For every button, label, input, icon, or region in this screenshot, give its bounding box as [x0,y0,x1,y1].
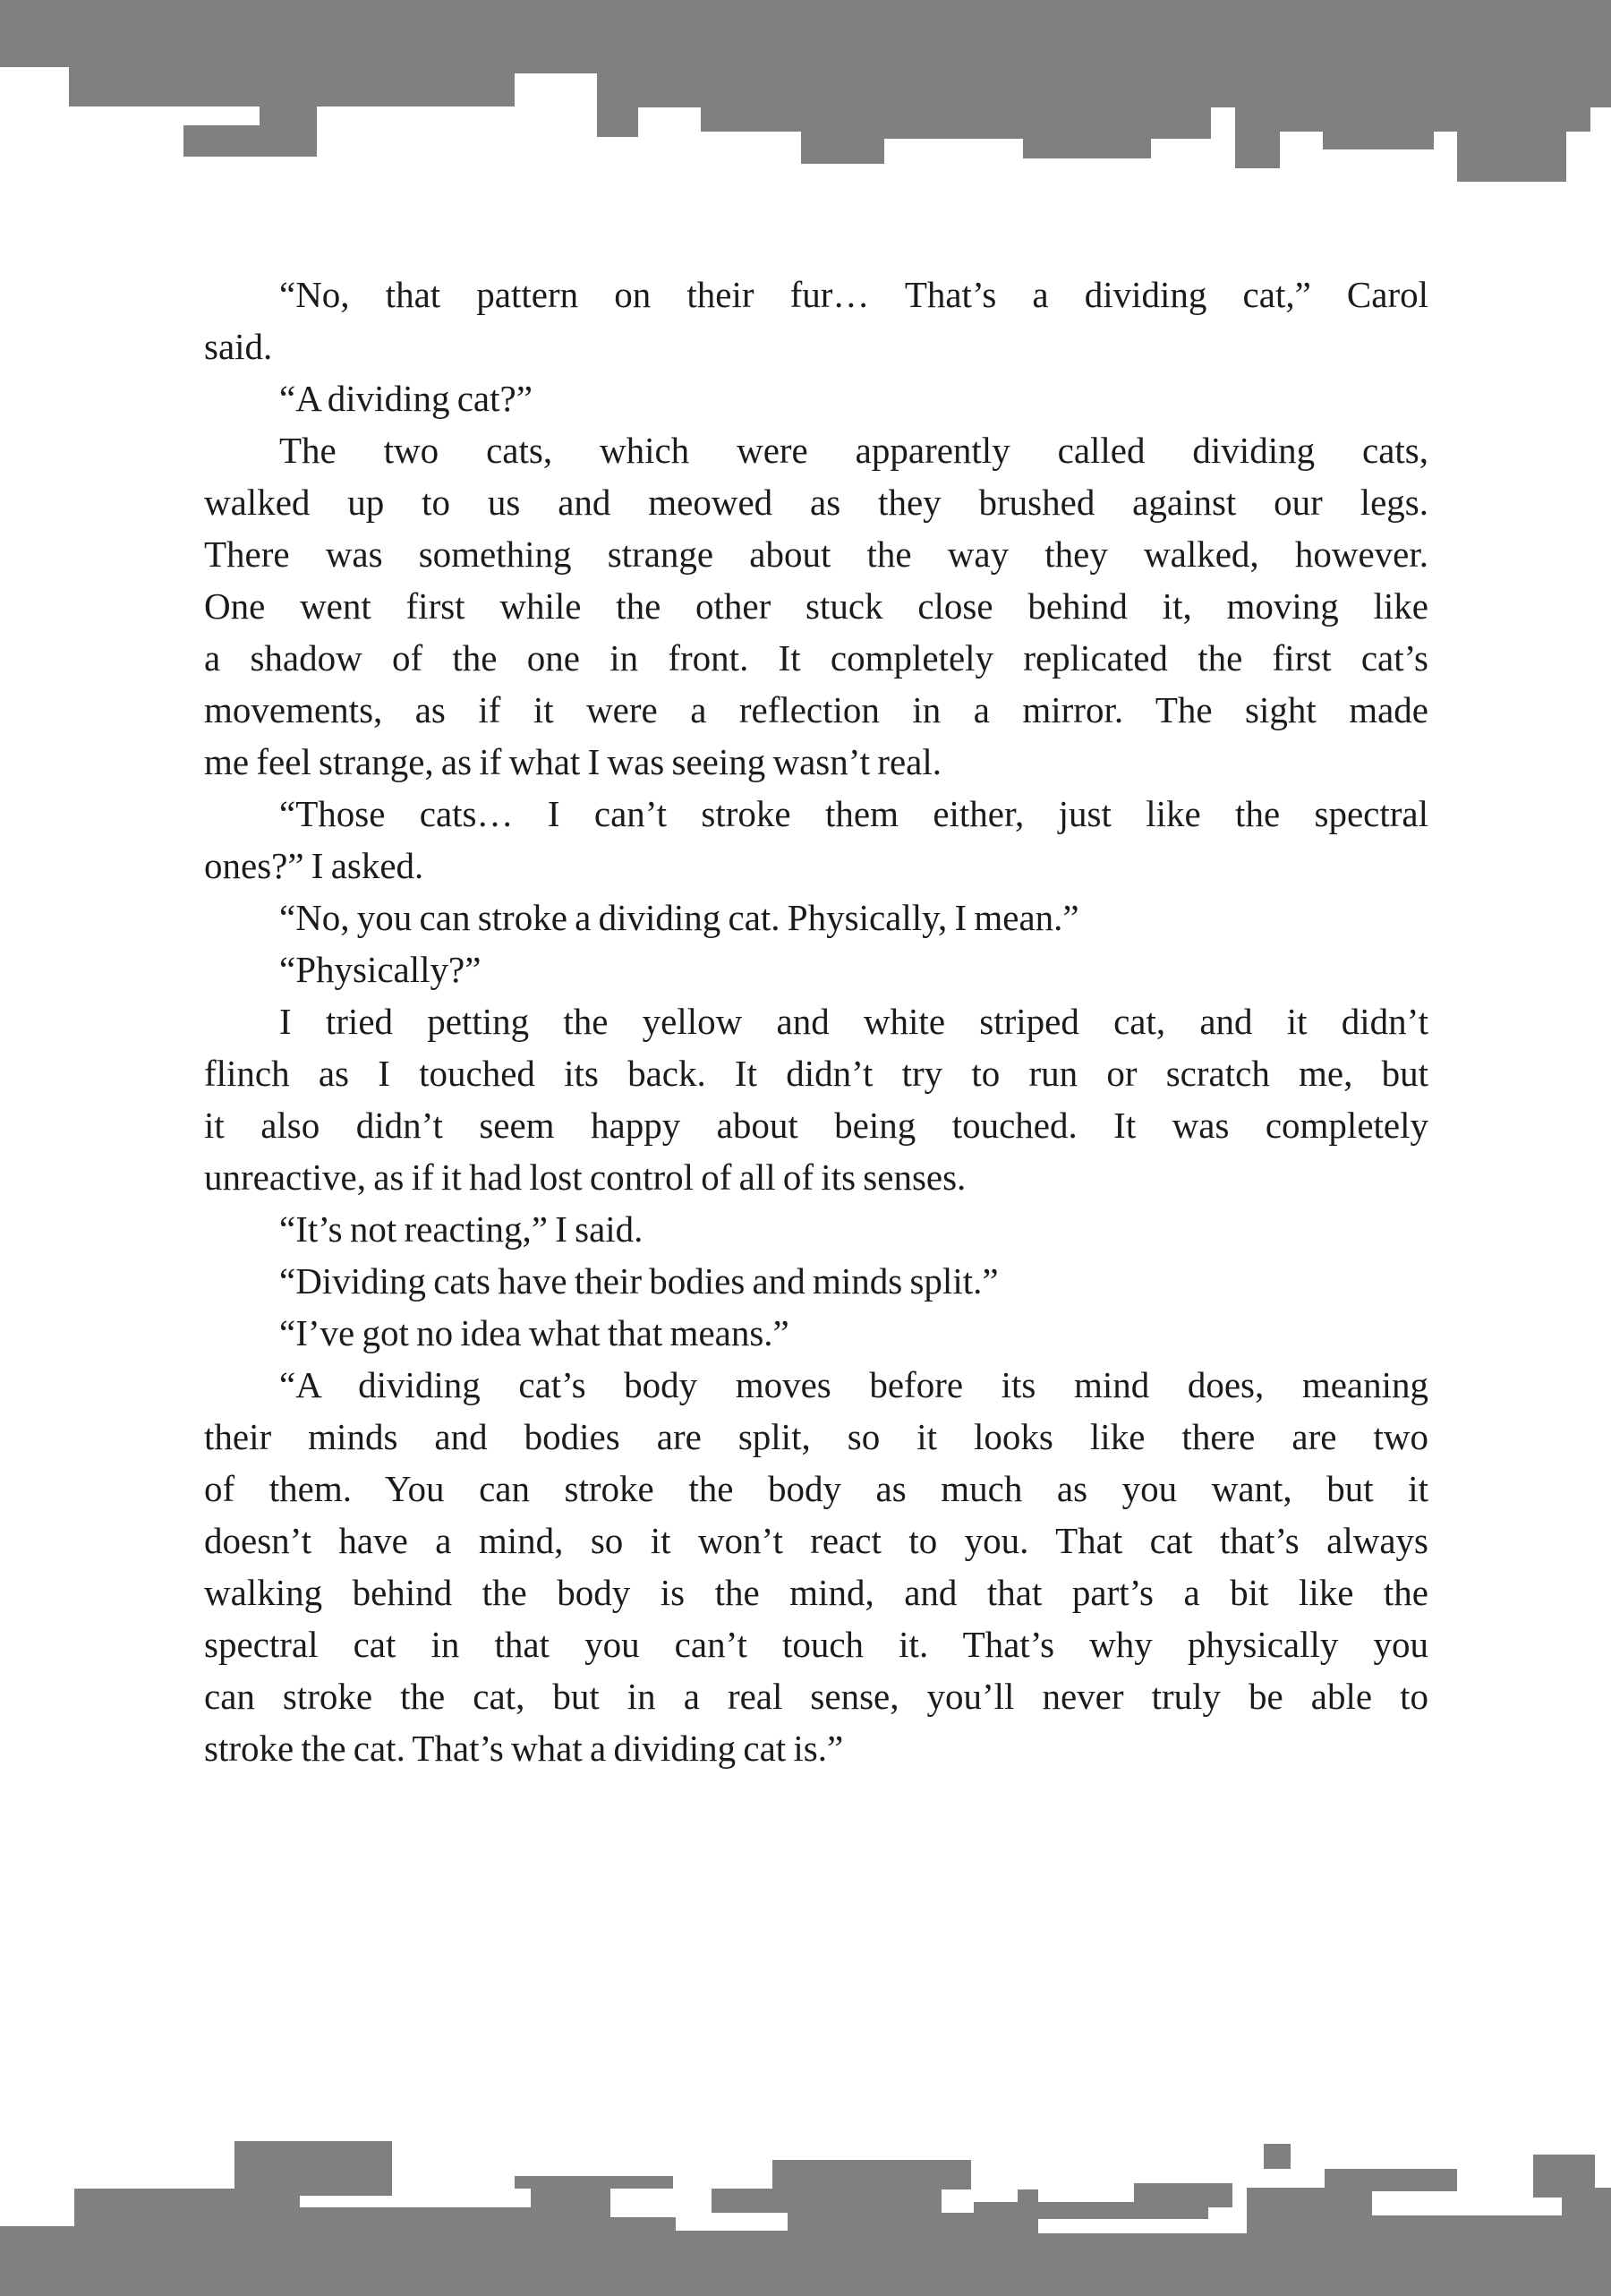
border-block [0,2226,74,2296]
text-line: “It’s not reacting,” I said. [279,1208,644,1250]
border-block [515,0,597,73]
border-block [1264,2144,1291,2169]
border-block [1434,0,1457,132]
text-line: ones?” I asked. [204,845,424,886]
pixelated-bottom-border [0,2130,1611,2296]
border-block [884,0,1023,139]
paragraph [204,424,1428,788]
border-block [801,0,884,164]
border-block [1590,0,1611,107]
paragraph [204,1203,1428,1255]
text-line: said. [204,326,273,367]
text-line: “I’ve got no idea what that means.” [279,1312,789,1353]
text-line: “A dividing cat’s body moves before its mind does, meaning [279,1364,1428,1405]
border-block [74,2189,234,2296]
border-block [234,2141,300,2296]
text-line: their minds and bodies are split, so it looks like there are two [204,1416,1428,1457]
paragraph [204,1307,1428,1359]
text-line: movements, as if it were a reflection in a mirror. The sight made [204,689,1428,730]
text-line: “Dividing cats have their bodies and minds split.” [279,1260,999,1302]
text-line: “A dividing cat?” [279,378,533,419]
text-line: me feel strange, as if what I was seeing wasn’t real. [204,741,942,782]
pixelated-top-border [0,0,1611,188]
page-text [204,269,1428,1774]
text-line: I tried petting the yellow and white striped cat, and it didn’t [279,1001,1428,1042]
border-block [772,2160,971,2296]
text-line: unreactive, as if it had lost control of all of its senses. [204,1157,967,1198]
border-block [300,2141,392,2196]
border-block [1533,2155,1562,2198]
border-block [1280,0,1323,132]
text-line: spectral cat in that you can’t touch it. That’s why physically you [204,1624,1428,1665]
border-block [515,2176,673,2189]
border-block [1595,2188,1611,2296]
border-block [1023,0,1151,158]
border-block [1151,0,1211,139]
border-block [531,2189,610,2296]
border-block [1134,2183,1232,2296]
border-block [69,0,260,107]
paragraph [204,372,1428,424]
border-block [1323,0,1434,149]
paragraph [204,788,1428,892]
border-block [701,0,801,132]
border-block [1457,0,1566,182]
border-block [1211,0,1235,107]
border-block [1372,2215,1562,2296]
border-block [1232,2233,1247,2296]
border-block [772,2213,788,2231]
text-line: walking behind the body is the mind, and that part’s a bit like the [204,1572,1428,1613]
border-block [317,0,515,107]
text-line: One went first while the other stuck close behind it, moving like [204,585,1428,627]
border-block [597,0,638,137]
border-block [676,2231,772,2296]
border-block [971,2202,1018,2296]
paragraph [204,269,1428,372]
border-block [1208,2207,1232,2233]
text-line: doesn’t have a mind, so it won’t react to you. That cat that’s always [204,1520,1428,1561]
border-block [610,2217,676,2296]
text-line: walked up to us and meowed as they brushed against our legs. [204,482,1428,523]
border-block [300,2207,392,2296]
text-line: “Physically?” [279,949,482,990]
paragraph [204,995,1428,1203]
border-block [0,0,69,67]
text-line: of them. You can stroke the body as much as you want, but it [204,1468,1428,1509]
text-line: stroke the cat. That’s what a dividing cat is.” [204,1728,844,1769]
border-block [1235,0,1280,168]
text-line: flinch as I touched its back. It didn’t try to run or scratch me, but [204,1053,1428,1094]
text-line: “Those cats… I can’t stroke them either, just like the spectral [279,793,1428,834]
paragraph [204,943,1428,995]
text-line: There was something strange about the way they walked, however. [204,533,1428,575]
border-block [1372,2169,1457,2191]
text-line: a shadow of the one in front. It completely replicated the first cat’s [204,637,1428,679]
paragraph [204,1359,1428,1774]
text-line: “No, you can stroke a dividing cat. Physically, I mean.” [279,897,1079,938]
border-block [1247,2188,1325,2296]
paragraph [204,892,1428,943]
paragraph [204,1255,1428,1307]
border-block [1566,0,1590,132]
text-line: “No, that pattern on their fur… That’s a dividing cat,” Carol [279,274,1428,315]
border-block [638,0,701,107]
border-block [392,2207,531,2296]
border-block [1325,2169,1372,2296]
text-line: The two cats, which were apparently called dividing cats, [279,430,1428,471]
border-block [1038,2219,1208,2233]
border-block [942,2189,974,2213]
text-line: can stroke the cat, but in a real sense, you’ll never truly be able to [204,1676,1428,1717]
border-block [1562,2155,1595,2296]
border-block [712,2189,788,2213]
border-block [183,125,317,157]
text-line: it also didn’t seem happy about being touched. It was completely [204,1105,1428,1146]
border-block [1018,2189,1038,2296]
border-block [1038,2202,1134,2296]
